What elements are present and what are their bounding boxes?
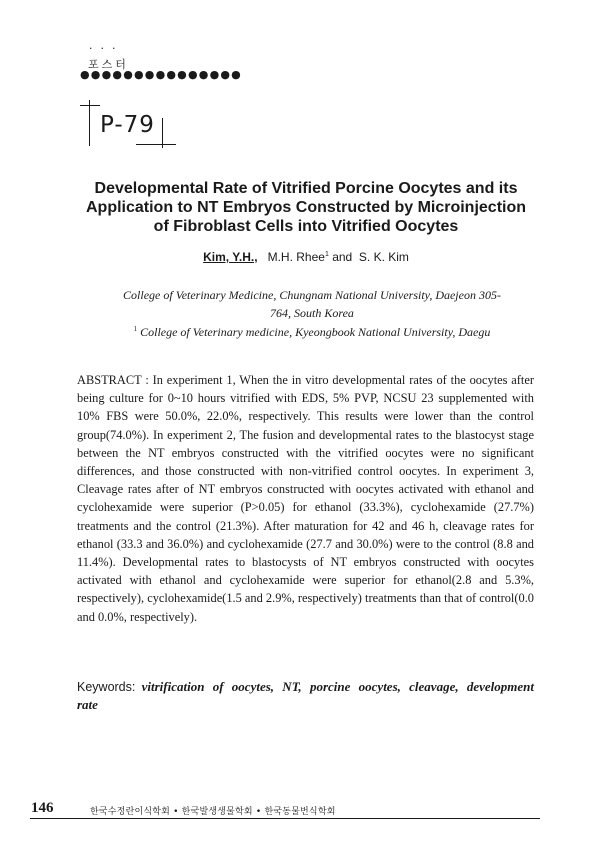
poster-id: P-79 [100,112,155,138]
title-line: Application to NT Embryos Constructed by Microinjection [85,199,527,216]
abstract-label: ABSTRACT : [77,373,149,387]
author-list [60,250,552,264]
abstract-text: In experiment 1, When the in vitro developmental rates of the oocytes after being culture for 0~10 hours vitrified with EDS, 5% PVP, NCSU 23 supplemented with 10% FBS were 50.0%, 22.0%, respectively. This results were lower than the control group(74.0%). In experiment 2, The fusion and developmental rates to the blastocyst stage between the NT embryos constructed with the vitrified oocytes were no significant differences, and those constructed with non-vitrified control oocytes. In experiment 3, Cleavage rates after of NT embryos constructed with oocytes activated with ethanol and cyclohexamide were superior (P>0.05) for ethanol (33.3%), cyclohexamide (27.7%) treatments and the control (21.3%). After maturation for 42 and 46 h, cleavage rates for ethanol (33.3 and 36.0%) and cyclohexamide (27.7 and 30.0%) were to the control (8.8 and 11.4%). Developmental rates to blastocysts of NT embryos constructed with oocytes activated with ethanol and cyclohexamide were superior for ethanol(2.8 and 5.3%, respectively), cyclohexamide(1.5 and 2.9%, respectively) treatments than that of control(0.0 and 0.0%, respectively). [77,373,534,624]
affiliation-marker: 1 [324,251,329,258]
keywords-list: vitrification of oocytes, NT, porcine oocytes, cleavage, development rate [77,679,534,712]
affiliation-1 [72,286,552,322]
keywords [77,678,534,714]
keywords-label: Keywords: [77,680,136,694]
frame-line [80,105,100,106]
paper-title [60,179,552,236]
title-line: Developmental Rate of Vitrified Porcine Oocytes and its [94,180,518,197]
decorative-dots-row: ●●●●●●●●●●●●●●● [80,68,242,81]
author-second: M.H. Rhee [267,250,325,264]
affiliation-line: College of Veterinary Medicine, Chungnam National University, Daejeon 305- [123,288,501,302]
author-conjunction: and [332,250,353,264]
footer-societies: 한국수정란이식학회 • 한국발생생물학회 • 한국동물번식학회 [90,807,336,817]
poster-id-frame [80,100,180,150]
affiliation-line: College of Veterinary medicine, Kyeongbook National University, Daegu [140,325,491,339]
page-number: 146 [31,800,54,816]
footer-divider [30,818,540,819]
author-third: S. K. Kim [358,250,409,264]
abstract [77,371,534,626]
section-label: 포스터 [88,58,129,71]
frame-line [136,144,176,145]
affiliation-2 [72,320,552,341]
author-first: Kim, Y.H., [203,250,258,264]
title-line: of Fibroblast Cells into Vitrified Oocytes [153,218,459,235]
affiliation-marker: 1 [133,325,138,333]
header-dots-top: ··· [89,42,124,55]
affiliation-line: 764, South Korea [270,306,354,320]
frame-line [89,100,90,146]
